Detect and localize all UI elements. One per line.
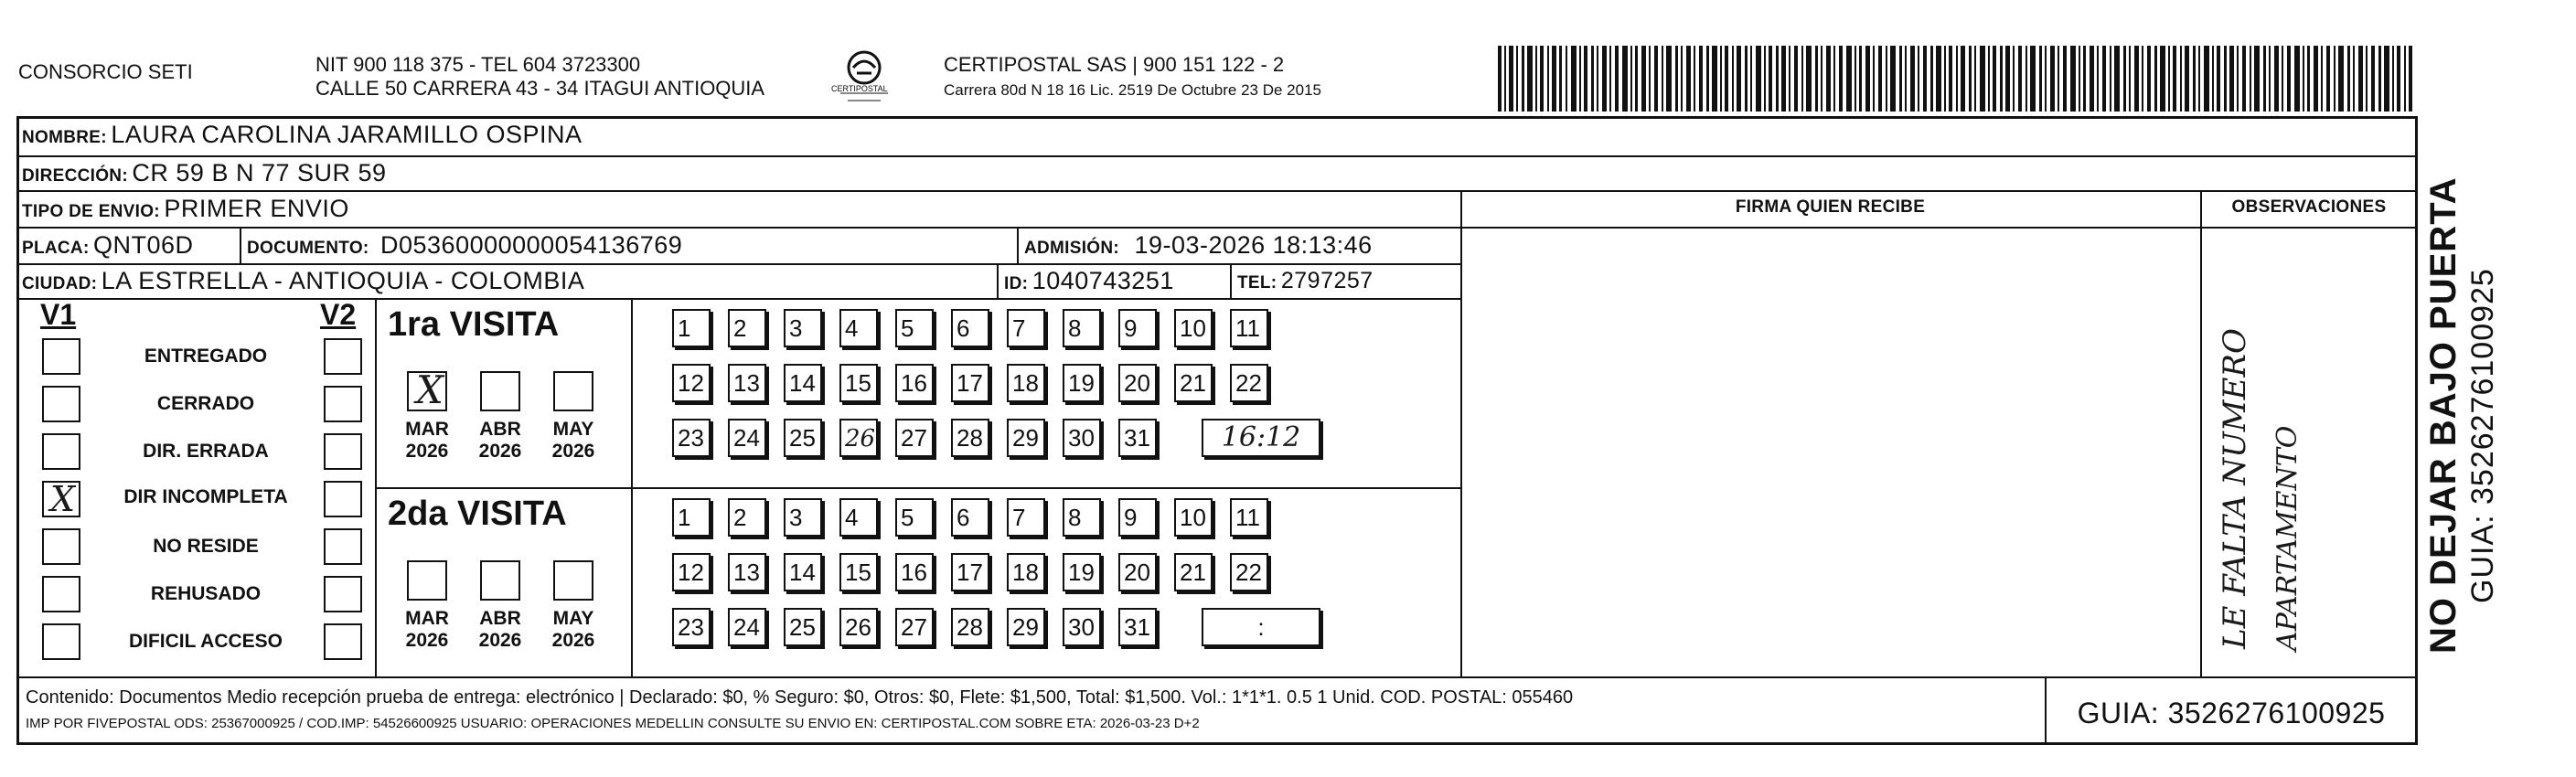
day-number: 9 — [1124, 314, 1138, 342]
month-name: MAR — [405, 608, 449, 629]
day-box-3-visit-2[interactable] — [784, 498, 822, 537]
v1-checkbox-entregado[interactable] — [42, 338, 80, 375]
signature-area[interactable] — [1463, 229, 2198, 675]
day-box-6-visit-1[interactable] — [951, 309, 989, 347]
id-label: ID: — [1004, 274, 1029, 293]
day-box-15-visit-1[interactable] — [839, 364, 878, 402]
day-box-28-visit-2[interactable] — [951, 608, 989, 646]
v2-checkbox-dificil-acceso[interactable] — [324, 623, 362, 660]
day-box-5-visit-2[interactable] — [895, 498, 934, 537]
day-number: 16 — [901, 559, 927, 586]
day-box-7-visit-1[interactable] — [1007, 309, 1045, 347]
reason-dificil-acceso: DIFICIL ACCESO — [128, 631, 283, 652]
day-number: 17 — [957, 559, 983, 586]
day-box-31-visit-1[interactable] — [1118, 419, 1157, 457]
day-box-18-visit-1[interactable] — [1007, 364, 1045, 402]
day-number: 20 — [1124, 369, 1150, 397]
month-label-mar — [394, 608, 460, 652]
tipo-value: PRIMER ENVIO — [164, 195, 349, 222]
day-number: 25 — [789, 424, 816, 452]
side-guia: GUIA: 3526276100925 — [2465, 268, 2500, 603]
day-box-25-visit-1[interactable] — [784, 419, 822, 457]
day-number: 27 — [901, 613, 927, 641]
day-box-8-visit-1[interactable] — [1063, 309, 1101, 347]
reason-dir-incompleta: DIR INCOMPLETA — [123, 486, 288, 507]
day-number: 28 — [957, 613, 983, 641]
day-box-14-visit-2[interactable] — [784, 553, 822, 591]
month-label-mar — [394, 419, 460, 463]
day-box-4-visit-2[interactable] — [839, 498, 878, 537]
ciudad-label: CIUDAD: — [22, 274, 98, 293]
observation-line-1: LE FALTA NUMERO — [2217, 328, 2253, 649]
v1-checkbox-rehusado[interactable] — [42, 576, 80, 612]
day-box-20-visit-2[interactable] — [1118, 553, 1157, 591]
day-number: 23 — [678, 424, 704, 452]
day-box-11-visit-1[interactable] — [1230, 309, 1268, 347]
day-number: 26 — [845, 425, 876, 452]
day-box-30-visit-2[interactable] — [1063, 608, 1101, 646]
day-number: 14 — [789, 559, 816, 586]
day-box-14-visit-1[interactable] — [784, 364, 822, 402]
direccion-value: CR 59 B N 77 SUR 59 — [132, 159, 387, 186]
day-number: 23 — [678, 613, 704, 641]
day-box-3-visit-1[interactable] — [784, 309, 822, 347]
day-number: 8 — [1068, 504, 1082, 531]
day-number: 15 — [845, 369, 871, 397]
documento-label: DOCUMENTO: — [247, 239, 369, 258]
time-value: : — [1257, 613, 1265, 641]
day-box-17-visit-1[interactable] — [951, 364, 989, 402]
day-box-18-visit-2[interactable] — [1007, 553, 1045, 591]
day-number: 19 — [1068, 559, 1095, 586]
day-number: 18 — [1012, 369, 1039, 397]
placa-label: PLACA: — [22, 239, 90, 258]
v2-checkbox-dir-incompleta[interactable] — [324, 481, 362, 517]
visit-title-1: 1ra VISITA — [388, 305, 560, 344]
day-number: 19 — [1068, 369, 1095, 397]
day-box-7-visit-2[interactable] — [1007, 498, 1045, 537]
day-box-27-visit-1[interactable] — [895, 419, 934, 457]
day-box-16-visit-1[interactable] — [895, 364, 934, 402]
documento-value: D05360000000054136769 — [380, 231, 683, 259]
month-checkbox-mar-visit-2[interactable] — [407, 560, 447, 601]
day-box-26-visit-2[interactable] — [839, 608, 878, 646]
month-checkbox-abr-visit-2[interactable] — [480, 560, 520, 601]
day-number: 20 — [1124, 559, 1150, 586]
month-year: 2026 — [478, 441, 522, 462]
nombre-row — [22, 119, 583, 154]
day-box-17-visit-2[interactable] — [951, 553, 989, 591]
day-number: 2 — [733, 504, 747, 531]
license-line: Carrera 80d N 18 16 Lic. 2519 De Octubre 23 De 2015 — [944, 81, 1321, 99]
placa-value: QNT06D — [93, 231, 194, 259]
day-box-16-visit-2[interactable] — [895, 553, 934, 591]
day-number: 11 — [1235, 314, 1260, 342]
time-value: 16:12 — [1221, 421, 1301, 453]
day-box-10-visit-2[interactable] — [1174, 498, 1213, 537]
month-name: MAR — [405, 419, 449, 440]
month-checkbox-mar-visit-1[interactable] — [407, 367, 447, 412]
day-box-8-visit-2[interactable] — [1063, 498, 1101, 537]
day-number: 21 — [1180, 369, 1206, 397]
time-box-visit-2[interactable] — [1202, 608, 1320, 646]
day-number: 27 — [901, 424, 927, 452]
day-number: 28 — [957, 424, 983, 452]
admision-cell — [1024, 229, 1373, 265]
day-number: 6 — [957, 504, 970, 531]
v1-checkbox-dir-incompleta[interactable] — [42, 481, 80, 517]
day-number: 3 — [789, 504, 803, 531]
month-mark: X — [416, 367, 444, 412]
id-value: 1040743251 — [1031, 267, 1174, 294]
month-year: 2026 — [405, 441, 449, 462]
day-number: 24 — [733, 613, 760, 641]
documento-cell — [247, 229, 682, 265]
direccion-label: DIRECCIÓN: — [22, 166, 128, 186]
reason-cerrado: CERRADO — [156, 393, 255, 414]
day-box-27-visit-2[interactable] — [895, 608, 934, 646]
day-number: 1 — [678, 504, 691, 531]
company-name: CONSORCIO SETI — [18, 60, 193, 83]
time-box-visit-1[interactable] — [1202, 419, 1320, 457]
visit-title-2: 2da VISITA — [388, 495, 567, 533]
month-label-abr — [467, 419, 533, 463]
v2-checkbox-entregado[interactable] — [324, 338, 362, 375]
day-number: 21 — [1180, 559, 1206, 586]
reason-no-reside: NO RESIDE — [153, 536, 259, 557]
month-checkbox-abr-visit-1[interactable] — [480, 371, 520, 411]
v2-checkbox-no-reside[interactable] — [324, 528, 362, 565]
day-box-1-visit-1[interactable] — [672, 309, 711, 347]
month-checkbox-may-visit-2[interactable] — [553, 560, 593, 601]
observaciones-column-header: OBSERVACIONES — [2231, 197, 2387, 217]
firma-column-header: FIRMA QUIEN RECIBE — [1735, 197, 1926, 217]
day-box-6-visit-2[interactable] — [951, 498, 989, 537]
admision-label: ADMISIÓN: — [1024, 239, 1120, 258]
month-label-abr — [467, 608, 533, 652]
day-box-24-visit-2[interactable] — [728, 608, 766, 646]
tel-value: 2797257 — [1280, 268, 1374, 293]
reason-rehusado: REHUSADO — [150, 583, 262, 604]
day-number: 29 — [1012, 613, 1039, 641]
day-number: 5 — [901, 314, 914, 342]
day-number: 12 — [678, 369, 704, 397]
barcode-icon — [1498, 46, 2412, 112]
day-number: 22 — [1235, 369, 1262, 397]
day-box-29-visit-2[interactable] — [1007, 608, 1045, 646]
day-box-20-visit-1[interactable] — [1118, 364, 1157, 402]
day-box-23-visit-2[interactable] — [672, 608, 711, 646]
day-number: 22 — [1235, 559, 1262, 586]
month-label-may — [540, 419, 606, 463]
no-dejar-warning: NO DEJAR BAJO PUERTA — [2423, 176, 2464, 654]
nombre-label: NOMBRE: — [22, 128, 107, 147]
day-number: 31 — [1124, 424, 1150, 452]
day-box-22-visit-1[interactable] — [1230, 364, 1268, 402]
admision-value: 19-03-2026 18:13:46 — [1134, 231, 1373, 259]
tel-cell — [1237, 265, 1374, 300]
day-box-12-visit-2[interactable] — [672, 553, 711, 591]
ciudad-value: LA ESTRELLA - ANTIOQUIA - COLOMBIA — [101, 267, 585, 294]
reason-dir-errada: DIR. ERRADA — [143, 441, 269, 462]
day-number: 31 — [1124, 613, 1150, 641]
day-number: 25 — [789, 613, 816, 641]
day-number: 7 — [1012, 314, 1026, 342]
tipo-row — [22, 193, 349, 229]
month-name: MAY — [552, 419, 594, 440]
logo-text: CERTIPOSTAL — [831, 84, 888, 93]
day-number: 30 — [1068, 613, 1095, 641]
day-number: 16 — [901, 369, 927, 397]
day-box-25-visit-2[interactable] — [784, 608, 822, 646]
footer-imp: IMP POR FIVEPOSTAL ODS: 25367000925 / COD.IMP: 54526600925 USUARIO: OPERACIONES MEDELLIN CONSULTE SU ENVIO EN: CERTIPOSTAL.COM SOBRE ETA: 2026-03-23 D+2 — [26, 716, 1200, 731]
tel-label: TEL: — [1237, 273, 1277, 293]
day-number: 3 — [789, 314, 803, 342]
day-box-19-visit-1[interactable] — [1063, 364, 1101, 402]
month-checkbox-may-visit-1[interactable] — [553, 371, 593, 411]
month-label-may — [540, 608, 606, 652]
day-number: 17 — [957, 369, 983, 397]
reason-entregado: ENTREGADO — [144, 346, 268, 367]
month-name: ABR — [479, 419, 521, 440]
address-line: CALLE 50 CARRERA 43 - 34 ITAGUI ANTIOQUIA — [315, 77, 765, 100]
month-year: 2026 — [405, 630, 449, 651]
v1-checkbox-cerrado[interactable] — [42, 386, 80, 422]
day-number: 18 — [1012, 559, 1039, 586]
day-box-26-visit-1[interactable] — [839, 419, 878, 457]
month-year: 2026 — [551, 441, 595, 462]
day-number: 24 — [733, 424, 760, 452]
day-number: 4 — [845, 504, 859, 531]
day-box-15-visit-2[interactable] — [839, 553, 878, 591]
day-box-9-visit-2[interactable] — [1118, 498, 1157, 537]
day-box-1-visit-2[interactable] — [672, 498, 711, 537]
certipostal-logo-icon — [828, 46, 901, 106]
day-number: 26 — [845, 613, 871, 641]
day-box-21-visit-2[interactable] — [1174, 553, 1213, 591]
day-box-22-visit-2[interactable] — [1230, 553, 1268, 591]
v2-header: V2 — [320, 298, 357, 331]
day-number: 7 — [1012, 504, 1026, 531]
day-number: 10 — [1180, 504, 1206, 531]
id-cell — [1004, 265, 1174, 301]
day-number: 13 — [733, 369, 760, 397]
day-number: 14 — [789, 369, 816, 397]
day-box-9-visit-1[interactable] — [1118, 309, 1157, 347]
day-box-21-visit-1[interactable] — [1174, 364, 1213, 402]
day-number: 10 — [1180, 314, 1206, 342]
day-box-12-visit-1[interactable] — [672, 364, 711, 402]
footer-contenido: Contenido: Documentos Medio recepción prueba de entrega: electrónico | Declarado: $0, % Seguro: $0, Otros: $0, Flete: $1,500, Total: $1,500. Vol.: 1*1*1. 0.5 1 Unid. COD. POSTAL: 055460 — [26, 687, 1574, 708]
day-number: 6 — [957, 314, 970, 342]
month-name: MAY — [552, 608, 594, 629]
day-number: 15 — [845, 559, 871, 586]
v1-checkbox-no-reside[interactable] — [42, 528, 80, 565]
footer-guia: GUIA: 3526276100925 — [2077, 697, 2386, 729]
day-box-19-visit-2[interactable] — [1063, 553, 1101, 591]
nombre-value: LAURA CAROLINA JARAMILLO OSPINA — [111, 121, 583, 148]
day-box-13-visit-2[interactable] — [728, 553, 766, 591]
day-number: 5 — [901, 504, 914, 531]
day-number: 12 — [678, 559, 704, 586]
ciudad-cell — [22, 265, 584, 301]
tipo-label: TIPO DE ENVIO: — [22, 202, 160, 221]
day-box-31-visit-2[interactable] — [1118, 608, 1157, 646]
day-number: 9 — [1124, 504, 1138, 531]
day-number: 1 — [678, 314, 691, 342]
nit-line: NIT 900 118 375 - TEL 604 3723300 — [315, 53, 641, 76]
day-number: 11 — [1235, 504, 1260, 531]
observation-line-2: APARTAMENTO — [2271, 425, 2303, 651]
carrier-line: CERTIPOSTAL SAS | 900 151 122 - 2 — [944, 53, 1285, 76]
v1-mark-dir-incompleta: X — [50, 479, 76, 519]
day-box-4-visit-1[interactable] — [839, 309, 878, 347]
day-number: 8 — [1068, 314, 1082, 342]
day-number: 4 — [845, 314, 859, 342]
day-box-2-visit-2[interactable] — [728, 498, 766, 537]
direccion-row — [22, 157, 387, 193]
day-box-11-visit-2[interactable] — [1230, 498, 1268, 537]
day-number: 29 — [1012, 424, 1039, 452]
month-year: 2026 — [551, 630, 595, 651]
day-box-30-visit-1[interactable] — [1063, 419, 1101, 457]
day-box-29-visit-1[interactable] — [1007, 419, 1045, 457]
day-box-2-visit-1[interactable] — [728, 309, 766, 347]
day-box-28-visit-1[interactable] — [951, 419, 989, 457]
month-name: ABR — [479, 608, 521, 629]
day-box-24-visit-1[interactable] — [728, 419, 766, 457]
day-number: 2 — [733, 314, 747, 342]
day-number: 30 — [1068, 424, 1095, 452]
v1-header: V1 — [40, 298, 77, 331]
placa-cell — [22, 229, 194, 265]
v2-checkbox-dir-errada[interactable] — [324, 433, 362, 470]
v1-checkbox-dificil-acceso[interactable] — [42, 623, 80, 660]
v1-checkbox-dir-errada[interactable] — [42, 433, 80, 470]
v2-checkbox-cerrado[interactable] — [324, 386, 362, 422]
day-box-23-visit-1[interactable] — [672, 419, 711, 457]
v2-checkbox-rehusado[interactable] — [324, 576, 362, 612]
day-box-13-visit-1[interactable] — [728, 364, 766, 402]
month-year: 2026 — [478, 630, 522, 651]
day-box-5-visit-1[interactable] — [895, 309, 934, 347]
day-number: 13 — [733, 559, 760, 586]
day-box-10-visit-1[interactable] — [1174, 309, 1213, 347]
